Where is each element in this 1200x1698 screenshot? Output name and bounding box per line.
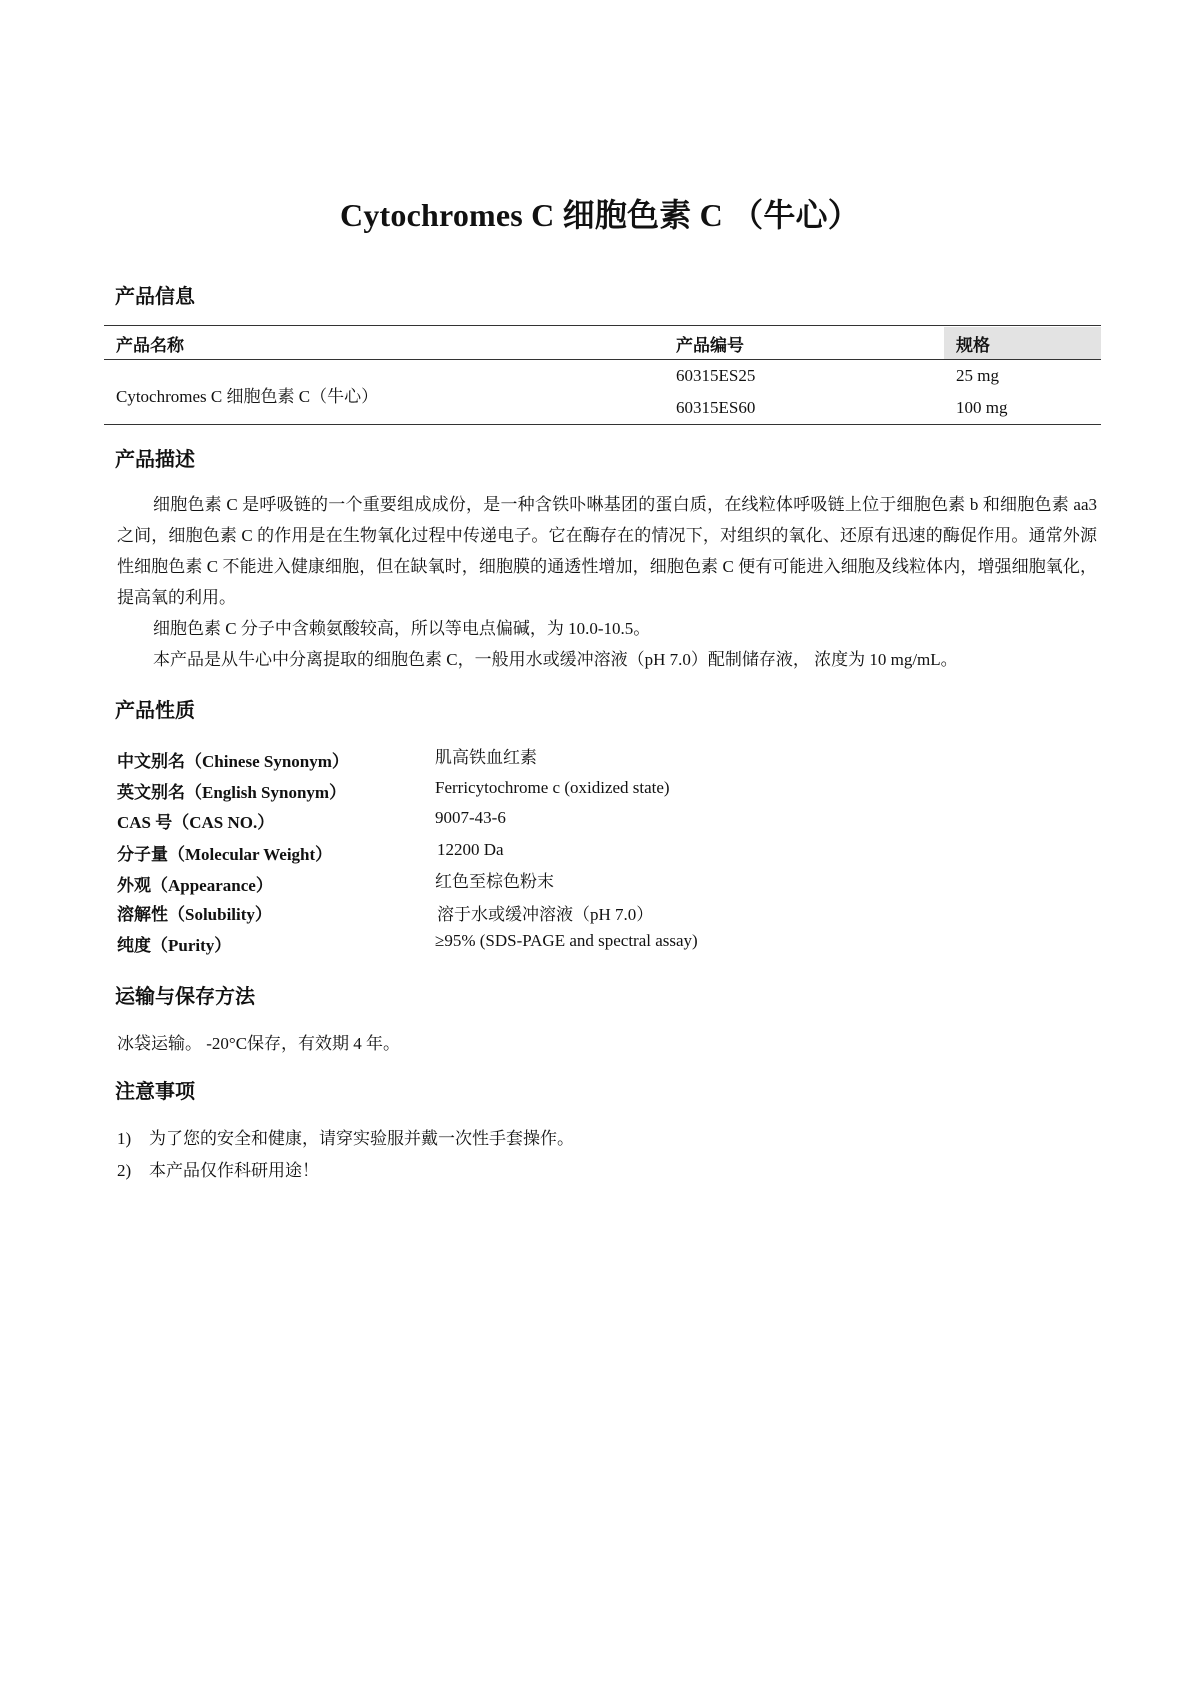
property-value: 肌高铁血红素 xyxy=(435,748,537,767)
list-item-text: 本产品仅作科研用途！ xyxy=(149,1161,319,1180)
section-heading-description: 产品描述 xyxy=(115,447,195,471)
list-item-number: 2) xyxy=(117,1161,132,1180)
table-cell-code: 60315ES60 xyxy=(676,398,756,417)
description-body xyxy=(117,489,1097,675)
table-cell-code: 60315ES25 xyxy=(676,366,756,385)
property-label: 分子量（Molecular Weight） xyxy=(117,845,333,864)
table-header-name: 产品名称 xyxy=(116,336,184,356)
table-cell-product-name: Cytochromes C 细胞色素 C（牛心） xyxy=(116,387,379,406)
property-row xyxy=(117,747,1017,777)
table-cell-size: 25 mg xyxy=(956,366,999,385)
list-item-text: 为了您的安全和健康，请穿实验服并戴一次性手套操作。 xyxy=(149,1129,574,1148)
section-heading-info: 产品信息 xyxy=(115,284,195,308)
property-value: 9007-43-6 xyxy=(435,808,506,827)
property-label: CAS 号（CAS NO.） xyxy=(117,813,275,832)
property-value: ≥95% (SDS-PAGE and spectral assay) xyxy=(435,931,698,950)
list-item xyxy=(117,1156,319,1181)
property-row xyxy=(117,840,1017,870)
property-row xyxy=(117,778,1017,808)
property-value: 溶于水或缓冲溶液（pH 7.0） xyxy=(437,905,654,924)
property-value: 红色至棕色粉末 xyxy=(435,872,554,891)
table-header-divider xyxy=(104,359,1101,360)
section-heading-storage: 运输与保存方法 xyxy=(115,984,255,1008)
product-table xyxy=(104,325,1101,425)
property-value: 12200 Da xyxy=(437,840,504,859)
list-item-number: 1) xyxy=(117,1129,132,1148)
page-title: Cytochromes C 细胞色素 C （牛心） xyxy=(340,197,860,233)
list-item xyxy=(117,1124,574,1149)
property-label: 溶解性（Solubility） xyxy=(117,905,272,924)
property-label: 中文别名（Chinese Synonym） xyxy=(117,752,349,771)
property-row xyxy=(117,931,1017,961)
property-label: 纯度（Purity） xyxy=(117,936,232,955)
table-header-code: 产品编号 xyxy=(676,336,744,356)
description-paragraph: 细胞色素 C 分子中含赖氨酸较高，所以等电点偏碱，为 10.0-10.5。 xyxy=(153,619,651,638)
property-label: 外观（Appearance） xyxy=(117,876,273,895)
property-value: Ferricytochrome c (oxidized state) xyxy=(435,778,670,797)
table-cell-size: 100 mg xyxy=(956,398,1008,417)
property-row xyxy=(117,808,1017,838)
description-paragraph: 细胞色素 C 是呼吸链的一个重要组成成份，是一种含铁卟啉基团的蛋白质，在线粒体呼吸链上位于细胞色素 b 和细胞色素 aa3 之间，细胞色素 C 的作用是在生物氧化过程中传递电子。它在酶存在的情况下，对组织的氧化、还原有迅速的酶促作用。通常外源性细胞色素 C 不能进入健康细胞，但在缺氧时，细胞膜的通透性增加，细胞色素 C 便有可能进入细胞及线粒体内，增强细胞氧化，提高氧的利用。 xyxy=(117,495,1097,607)
property-label: 英文别名（English Synonym） xyxy=(117,783,347,802)
property-row xyxy=(117,900,1017,930)
description-paragraph: 本产品是从牛心中分离提取的细胞色素 C，一般用水或缓冲溶液（pH 7.0）配制储存液， 浓度为 10 mg/mL。 xyxy=(153,650,958,669)
section-heading-properties: 产品性质 xyxy=(115,698,195,722)
property-row xyxy=(117,871,1017,901)
storage-text: 冰袋运输。 -20°C保存，有效期 4 年。 xyxy=(117,1034,401,1053)
section-heading-notes: 注意事项 xyxy=(115,1079,195,1103)
table-header-size: 规格 xyxy=(956,336,990,356)
